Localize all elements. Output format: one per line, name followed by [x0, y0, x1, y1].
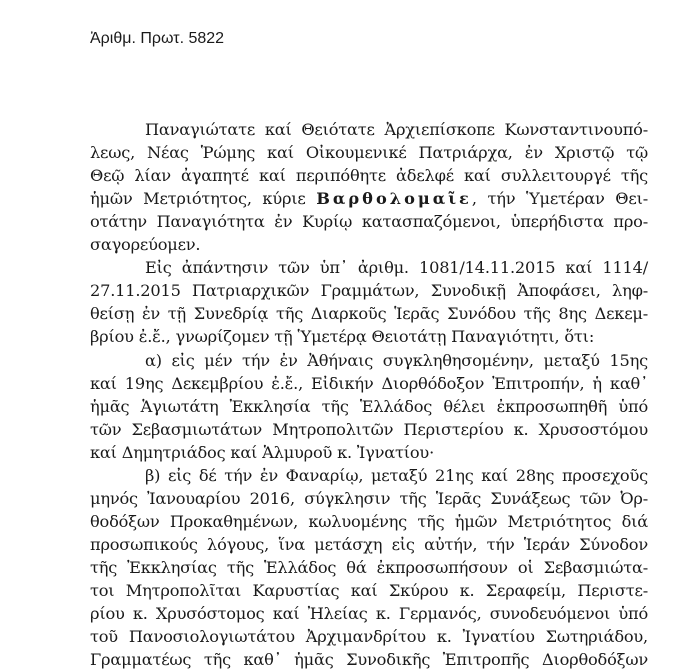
- text-line: θείσῃ ἐν τῇ Συνεδρίᾳ τῆς Διαρκοῦς Ἱερᾶς Συνόδου τῆς 8ης Δεκεμ-: [90, 304, 648, 324]
- text-line: Παναγιώτατε καί Θειότατε Ἀρχιεπίσκοπε Κωνσταντινουπό-: [145, 120, 648, 139]
- text-line: Εἰς ἀπάντησιν τῶν ὑπ᾽ ἀριθμ. 1081/14.11.2015 καί 1114/: [145, 258, 648, 278]
- text-line: ἡμῶν Μετριότητος, κύριε Βαρθολομαῖε, τήν Ὑμετέραν Θει-: [90, 189, 648, 209]
- addressee-name: Βαρθολομαῖε: [316, 189, 472, 209]
- text-line: α) εἰς μέν τήν ἐν Ἀθήναις συγκληθησομένην, μεταξύ 15ης: [145, 350, 648, 370]
- text-line: τοῦ Πανοσιολογιωτάτου Ἀρχιμανδρίτου κ. Ἰγνατίου Σωτηριάδου,: [90, 627, 648, 647]
- text-line: Θεῷ λίαν ἀγαπητέ καί περιπόθητε ἀδελφέ καί συλλειτουργέ τῆς: [90, 166, 648, 186]
- text-line: ρίου κ. Χρυσόστομος καί Ἠλείας κ. Γερμανός, συνοδευόμενοι ὑπό: [90, 604, 648, 624]
- text-line: λεως, Νέας Ῥώμης καί Οἰκουμενικέ Πατριάρχα, ἐν Χριστῷ τῷ: [90, 143, 648, 163]
- text-line: 27.11.2015 Πατριαρχικῶν Γραμμάτων, Συνοδικῇ Ἀποφάσει, ληφ-: [90, 281, 648, 301]
- text-line: β) εἰς δέ τήν ἐν Φαναρίῳ, μεταξύ 21ης καί 28ης προσεχοῦς: [145, 465, 648, 485]
- text-line: σαγορεύομεν.: [90, 235, 201, 255]
- text-line: Γραμματέως τῆς καθ᾽ ἡμᾶς Συνοδικῆς Ἐπιτροπῆς Διορθοδόξων: [90, 650, 648, 670]
- text-line: καί Δημητριάδος καί Ἁλμυροῦ κ. Ἰγνατίου·: [90, 442, 435, 462]
- text-line: προσωπικούς λόγους, ἵνα μετάσχη εἰς αὐτήν, τήν Ἱεράν Σύνοδον: [90, 534, 648, 554]
- text-line: βρίου ἐ.ἔ., γνωρίζομεν τῇ Ὑμετέρᾳ Θειοτάτῃ Παναγιότητι, ὅτι:: [90, 327, 595, 347]
- text-line: οτάτην Παναγιότητα ἐν Κυρίῳ κατασπαζόμενοι, ὑπερήδιστα προ-: [90, 212, 648, 232]
- text-line: τοι Μητροπολῖται Καρυστίας καί Σκύρου κ. Σεραφείμ, Περιστε-: [90, 581, 648, 600]
- text-line: τῶν Σεβασμιωτάτων Μητροπολιτῶν Περιστερίου κ. Χρυσοστόμου: [90, 419, 648, 439]
- text-line: ἡμᾶς Ἁγιωτάτη Ἐκκλησία τῆς Ἑλλάδος θέλει ἐκπροσωπηθῆ ὑπό: [90, 396, 648, 416]
- text-line: μηνός Ἰανουαρίου 2016, σύγκλησιν τῆς Ἱερᾶς Συνάξεως τῶν Ὀρ-: [90, 488, 648, 508]
- text-line: καί 19ης Δεκεμβρίου ἐ.ἔ., Εἰδικήν Διορθόδοξον Ἐπιτροπήν, ἡ καθ᾽: [90, 373, 648, 393]
- text-line: θοδόξων Προκαθημένων, κωλυομένης τῆς ἡμῶν Μετριότητος διά: [90, 511, 648, 531]
- protocol-number: Ἀριθμ. Πρωτ. 5822: [90, 30, 225, 47]
- text-line: τῆς Ἐκκλησίας τῆς Ἑλλάδος θά ἐκπροσωπήσουν οἱ Σεβασμιώτα-: [90, 557, 648, 577]
